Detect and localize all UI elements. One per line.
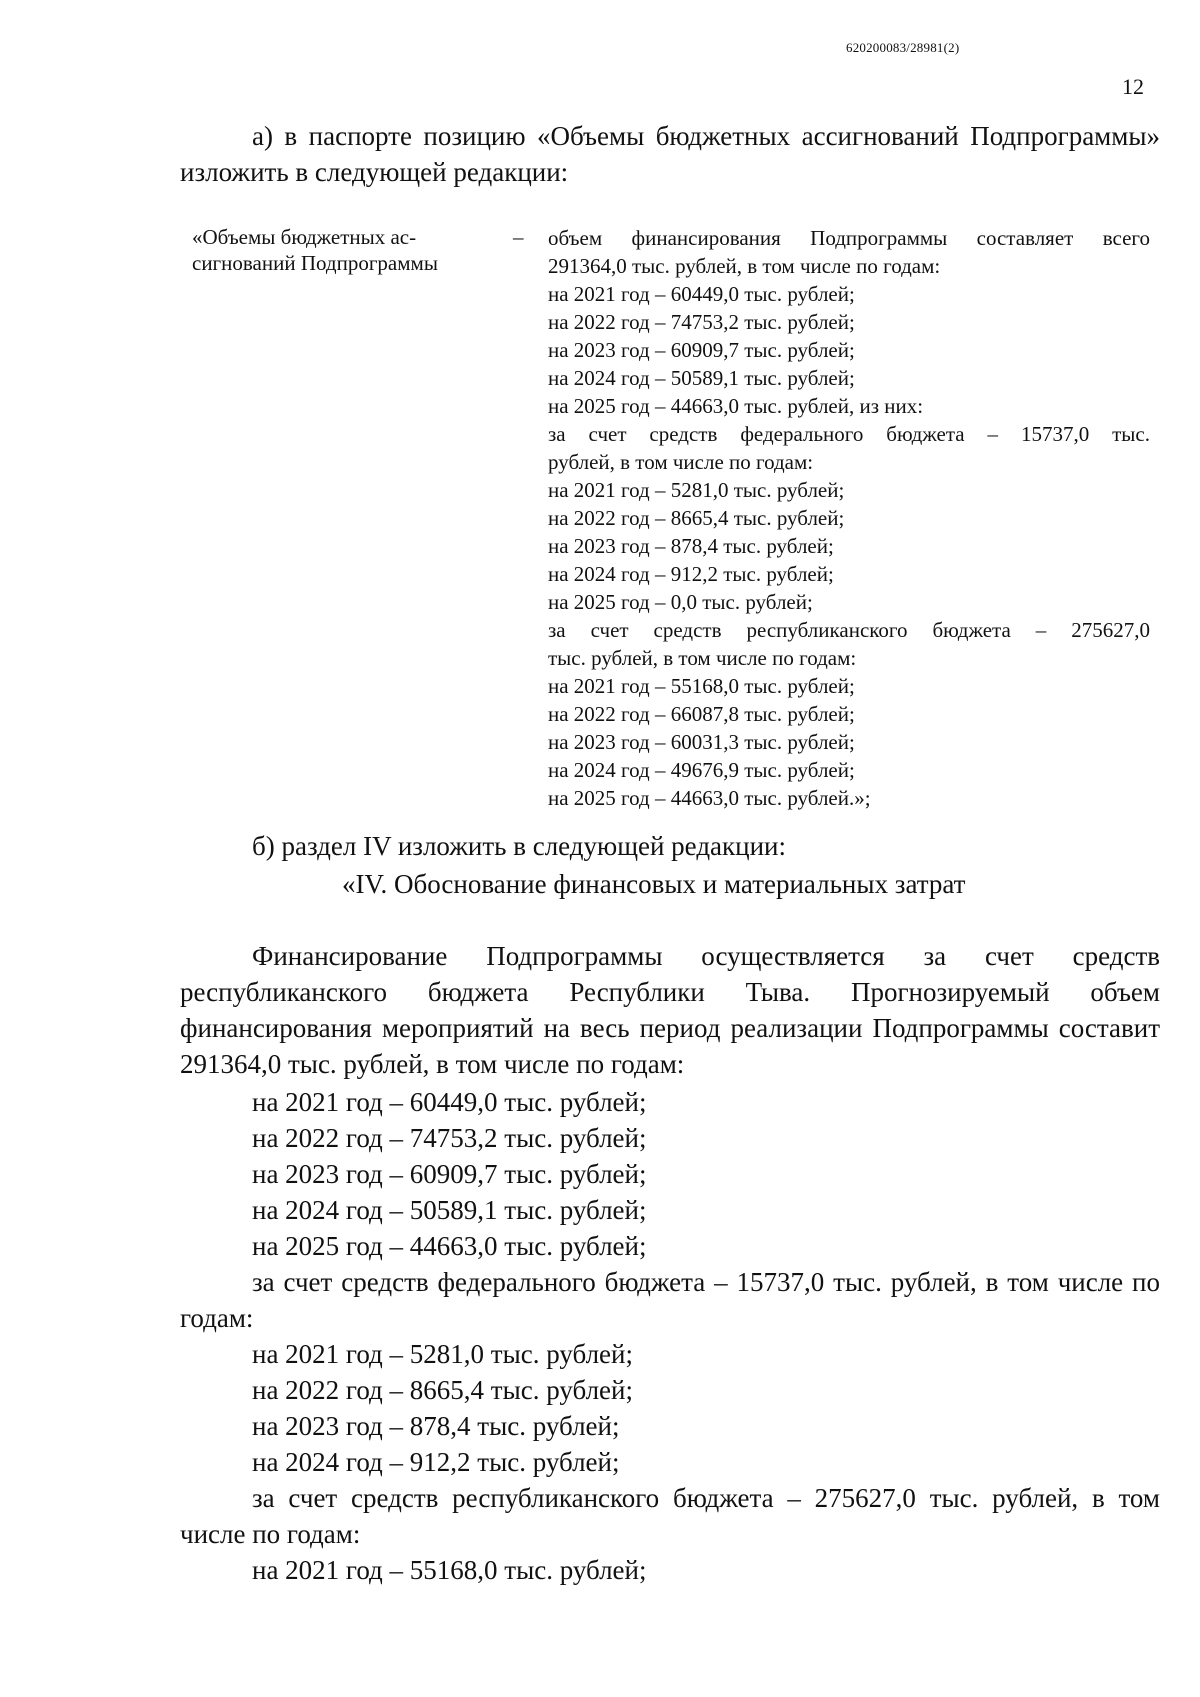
paragraph-intro-b: б) раздел IV изложить в следующей редакции: <box>252 831 787 861</box>
page-number: 12 <box>1122 74 1144 99</box>
passport-value-line: на 2023 год – 60909,7 тыс. рублей; <box>548 338 855 362</box>
passport-label-line: «Объемы бюджетных ас- <box>192 225 417 249</box>
passport-value-line: на 2021 год – 5281,0 тыс. рублей; <box>548 478 845 502</box>
passport-value-line: объем финансирования Подпрограммы составляет всего <box>548 226 1150 250</box>
total-year-line: на 2021 год – 60449,0 тыс. рублей; <box>252 1087 647 1117</box>
passport-value-line: за счет средств федерального бюджета – 15737,0 тыс. <box>548 422 1150 446</box>
passport-value-line: тыс. рублей, в том числе по годам: <box>548 646 857 670</box>
passport-value-line: на 2024 год – 912,2 тыс. рублей; <box>548 562 834 586</box>
passport-value-line: на 2022 год – 8665,4 тыс. рублей; <box>548 506 845 530</box>
passport-value-line: на 2023 год – 878,4 тыс. рублей; <box>548 534 834 558</box>
total-year-line: на 2025 год – 44663,0 тыс. рублей; <box>252 1231 647 1261</box>
total-year-line: на 2023 год – 60909,7 тыс. рублей; <box>252 1159 647 1189</box>
federal-year-line: на 2021 год – 5281,0 тыс. рублей; <box>252 1339 633 1369</box>
paragraph-republic: за счет средств республиканского бюджета – 275627,0 тыс. рублей, в том числе по годам: <box>180 1483 1160 1549</box>
passport-value-line: на 2025 год – 44663,0 тыс. рублей, из них: <box>548 394 924 418</box>
passport-table-value <box>548 224 1150 812</box>
federal-year-line: на 2022 год – 8665,4 тыс. рублей; <box>252 1375 633 1405</box>
republic-year-line: на 2021 год – 55168,0 тыс. рублей; <box>252 1555 647 1585</box>
passport-label-line: сигнований Подпрограммы <box>192 251 438 275</box>
passport-value-line: на 2021 год – 60449,0 тыс. рублей; <box>548 282 855 306</box>
section-heading: «IV. Обоснование финансовых и материальных затрат <box>342 869 966 899</box>
total-year-line: на 2022 год – 74753,2 тыс. рублей; <box>252 1123 647 1153</box>
paragraph-federal: за счет средств федерального бюджета – 15737,0 тыс. рублей, в том числе по годам: <box>180 1267 1160 1333</box>
passport-value-line: на 2024 год – 50589,1 тыс. рублей; <box>548 366 855 390</box>
paragraph-financing: Финансирование Подпрограммы осуществляется за счет средств республиканского бюджета Республики Тыва. Прогнозируемый объем финансирования мероприятий на весь период реализации Подпрограммы составит 291364,0 тыс. рублей, в том числе по годам: <box>180 941 1160 1079</box>
passport-value-line: на 2025 год – 44663,0 тыс. рублей.»; <box>548 786 871 810</box>
total-year-line: на 2024 год – 50589,1 тыс. рублей; <box>252 1195 647 1225</box>
passport-value-line: на 2022 год – 74753,2 тыс. рублей; <box>548 310 855 334</box>
passport-value-line: на 2025 год – 0,0 тыс. рублей; <box>548 590 813 614</box>
document-id: 620200083/28981(2) <box>846 40 960 55</box>
passport-table-label <box>192 224 492 276</box>
federal-year-line: на 2024 год – 912,2 тыс. рублей; <box>252 1447 620 1477</box>
passport-value-line: на 2021 год – 55168,0 тыс. рублей; <box>548 674 855 698</box>
passport-value-line: на 2023 год – 60031,3 тыс. рублей; <box>548 730 855 754</box>
federal-year-line: на 2023 год – 878,4 тыс. рублей; <box>252 1411 620 1441</box>
passport-table-dash: – <box>513 225 524 249</box>
passport-value-line: за счет средств республиканского бюджета – 275627,0 <box>548 618 1150 642</box>
passport-value-line: рублей, в том числе по годам: <box>548 450 814 474</box>
paragraph-intro-a: а) в паспорте позицию «Объемы бюджетных ассигнований Подпрограммы» изложить в следующей редакции: <box>180 121 1160 187</box>
passport-value-line: на 2024 год – 49676,9 тыс. рублей; <box>548 758 855 782</box>
passport-value-line: 291364,0 тыс. рублей, в том числе по годам: <box>548 254 941 278</box>
passport-value-line: на 2022 год – 66087,8 тыс. рублей; <box>548 702 855 726</box>
